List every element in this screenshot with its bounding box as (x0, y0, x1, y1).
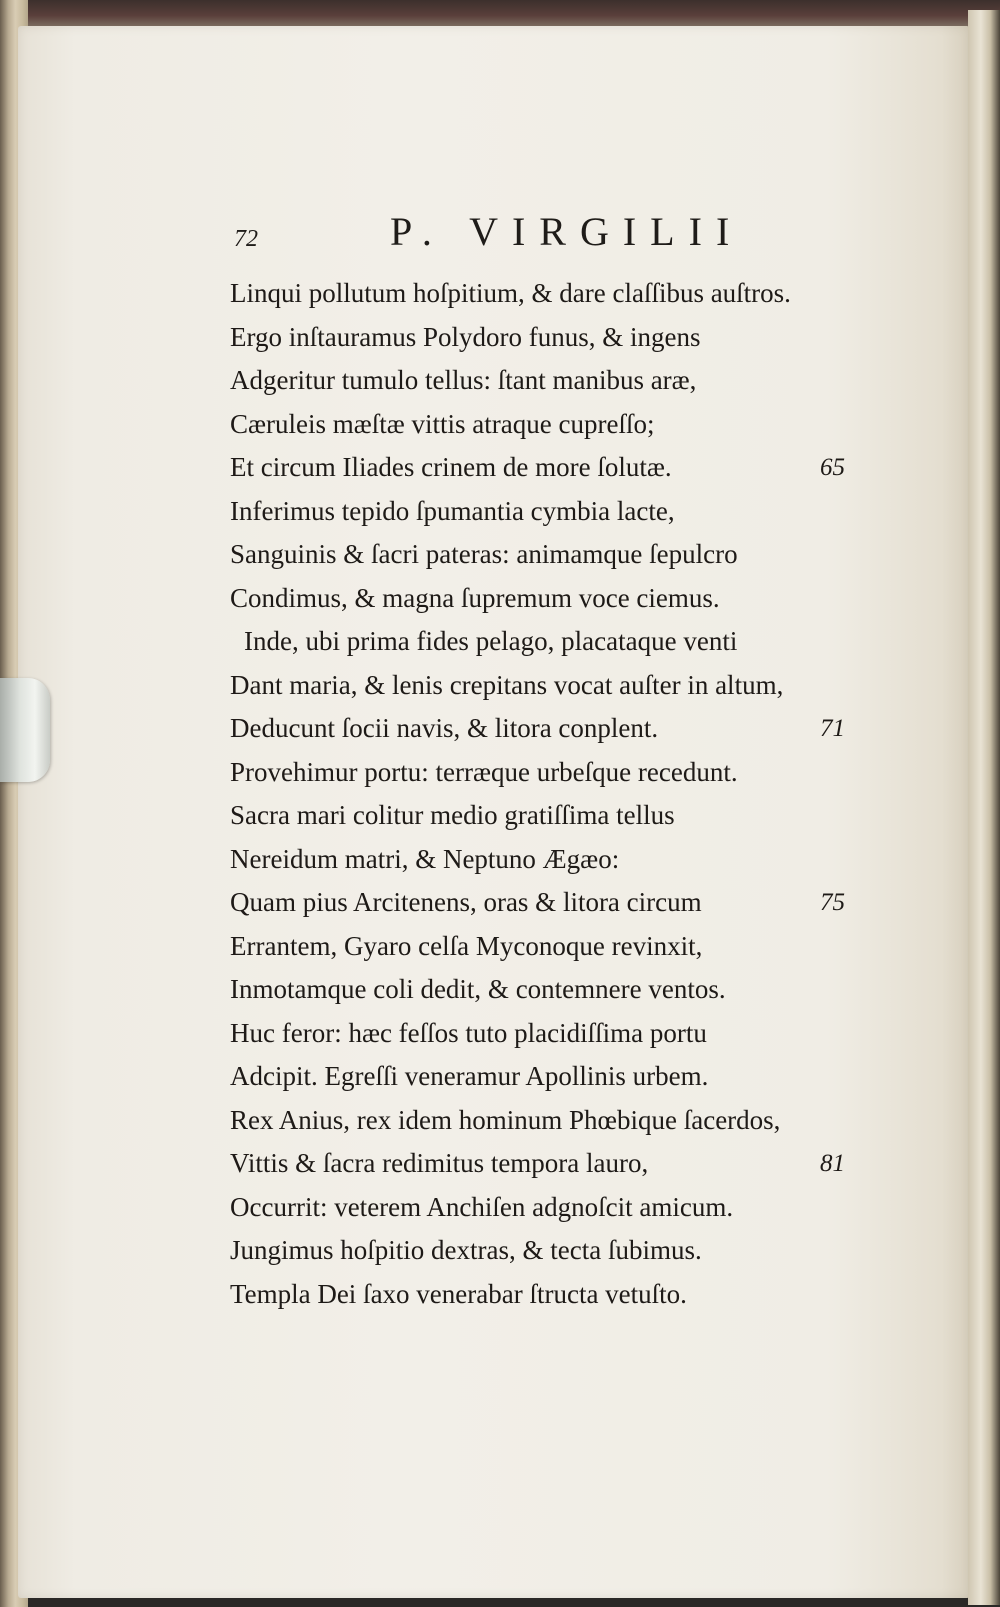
verse-text: Nereidum matri, & Neptuno Ægæo: (230, 843, 620, 874)
verse-text: Occurrit: veterem Anchiſen adgnoſcit amicum. (230, 1191, 734, 1222)
line-number: 81 (820, 1150, 845, 1177)
verse-line (230, 881, 890, 925)
verse-text: Errantem, Gyaro celſa Myconoque revinxit, (230, 930, 703, 961)
verse-text: Inferimus tepido ſpumantia cymbia lacte, (230, 495, 675, 526)
verse-text: Sacra mari colitur medio gratiſſima tellus (230, 800, 675, 830)
verse-line (230, 1099, 890, 1143)
verse-line (230, 316, 890, 360)
verse-text: Sanguinis & ſacri pateras: animamque ſepulcro (230, 539, 738, 569)
verse-text: Vittis & ſacra redimitus tempora lauro, (230, 1148, 649, 1178)
book-right-edge (968, 10, 1000, 1605)
verse-text: Provehimur portu: terræque urbeſque recedunt. (230, 756, 738, 787)
verse-text: Cæruleis mæſtæ vittis atraque cupreſſo; (230, 408, 655, 439)
verse-text: Huc feror: hæc feſſos tuto placidiſſima portu (230, 1017, 707, 1048)
verse-line (230, 620, 890, 664)
line-number: 75 (820, 889, 845, 916)
verse-text: Et circum Iliades crinem de more ſolutæ. (230, 452, 672, 482)
verse-line (230, 751, 890, 795)
verse-text: Adcipit. Egreſſi veneramur Apollinis urbem. (230, 1061, 709, 1091)
verse-line (230, 490, 890, 534)
book-top-edge (0, 0, 1000, 26)
line-number: 71 (820, 715, 845, 742)
verse-line (230, 838, 890, 882)
verse-text: Jungimus hoſpitio dextras, & tecta ſubimus. (230, 1235, 702, 1265)
verse-line (230, 794, 890, 838)
verse-line (230, 664, 890, 708)
verse-line (230, 272, 890, 316)
page-clip (0, 678, 50, 782)
running-head: P. VIRGILII (390, 209, 744, 254)
verse-line (230, 1142, 890, 1186)
verse-text: Ergo inſtauramus Polydoro funus, & ingens (230, 321, 701, 352)
verse-text: Templa Dei ſaxo venerabar ſtructa vetuſto. (230, 1278, 687, 1309)
verse-line (230, 1229, 890, 1273)
verse-text: Adgeritur tumulo tellus: ſtant manibus aræ, (230, 365, 697, 395)
verse-line (230, 446, 890, 490)
verse-line (230, 403, 890, 447)
verse-text: Inmotamque coli dedit, & contemnere ventos. (230, 974, 726, 1004)
verse-line (230, 968, 890, 1012)
verse-line (230, 1186, 890, 1230)
verse-line (230, 1012, 890, 1056)
verse-text: Inde, ubi prima fides pelago, placataque venti (244, 626, 738, 656)
verse-text: Dant maria, & lenis crepitans vocat auſter in altum, (230, 669, 784, 700)
verse-line (230, 359, 890, 403)
verse-line (230, 533, 890, 577)
verse-block (230, 272, 890, 1316)
verse-text: Linqui pollutum hoſpitium, & dare claſſibus auſtros. (230, 278, 791, 308)
verse-text: Rex Anius, rex idem hominum Phœbique ſacerdos, (230, 1104, 781, 1135)
verse-line (230, 577, 890, 621)
page-number: 72 (234, 226, 258, 252)
verse-text: Quam pius Arcitenens, oras & litora circum (230, 887, 702, 917)
verse-text: Condimus, & magna ſupremum voce ciemus. (230, 582, 720, 613)
verse-line (230, 925, 890, 969)
line-number: 65 (820, 454, 845, 481)
verse-line (230, 1273, 890, 1317)
page-header (230, 208, 870, 258)
verse-text: Deducunt ſocii navis, & litora conplent. (230, 713, 659, 743)
verse-line (230, 707, 890, 751)
verse-line (230, 1055, 890, 1099)
